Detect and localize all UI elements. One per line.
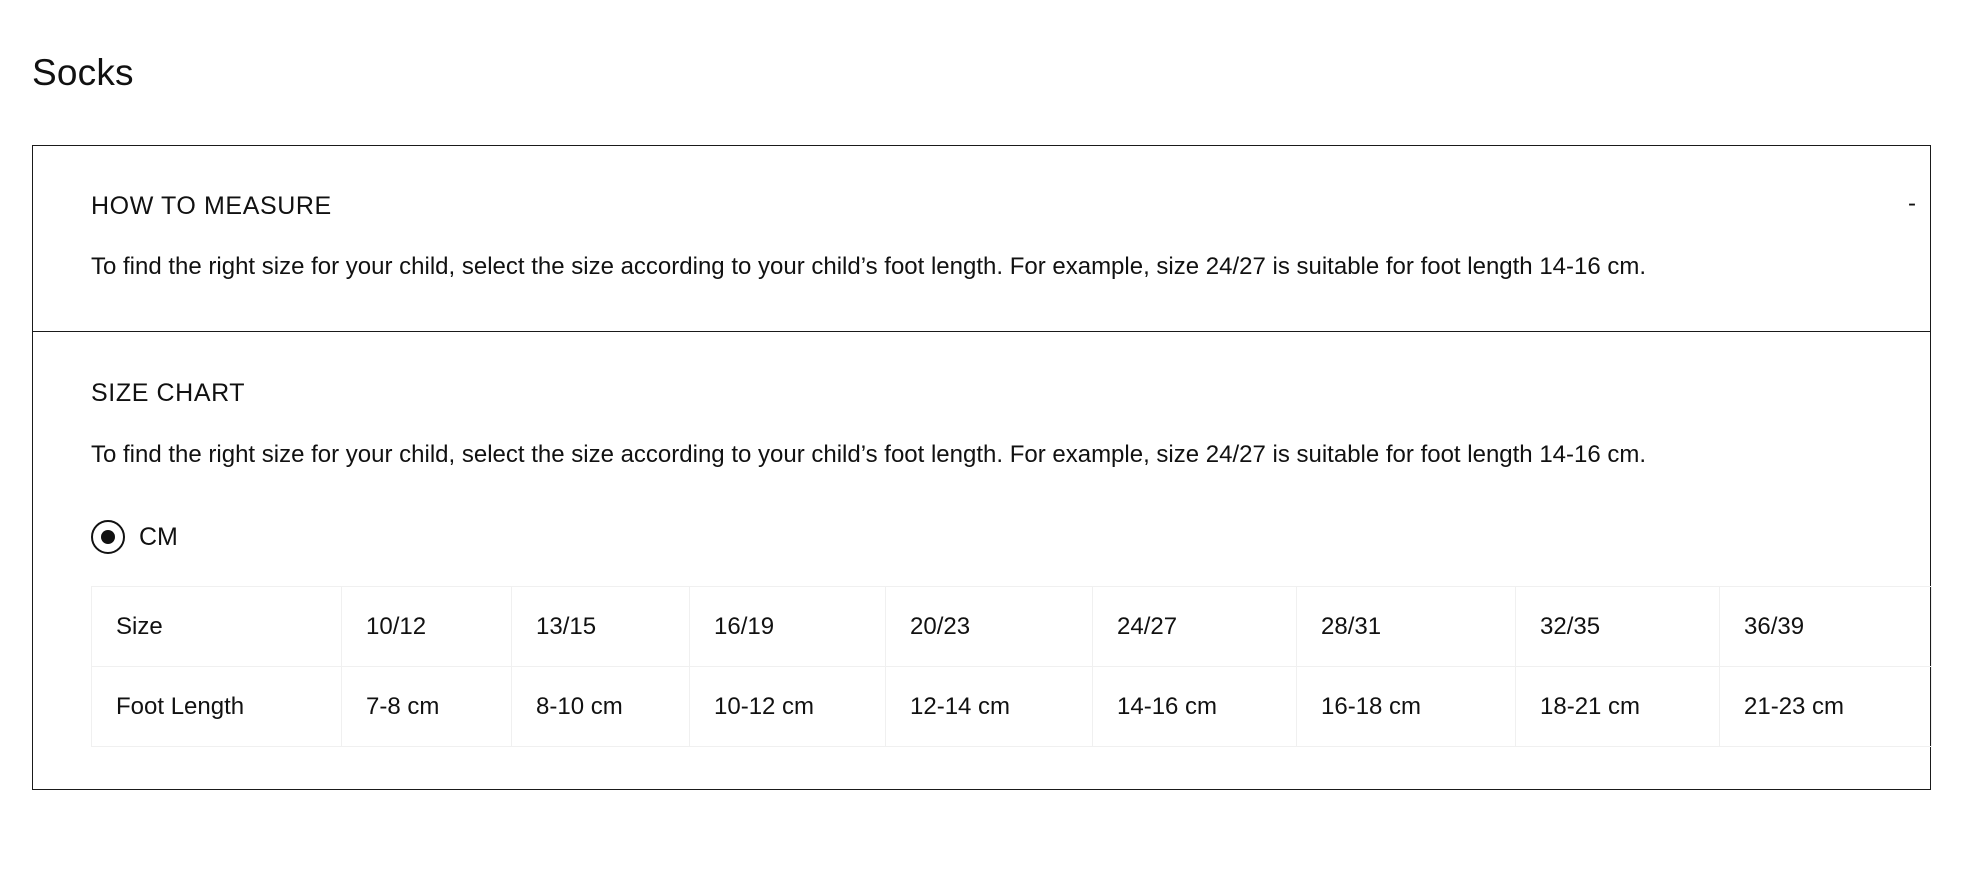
table-row-size (92, 587, 1932, 667)
table-cell: 12-14 cm (886, 667, 1093, 747)
collapse-toggle-button[interactable]: - (1908, 190, 1916, 217)
table-row-foot-length (92, 667, 1932, 747)
size-chart-section (33, 332, 1930, 791)
how-to-measure-section (33, 146, 1930, 332)
table-cell: 13/15 (512, 587, 690, 667)
table-cell: 16-18 cm (1297, 667, 1516, 747)
how-to-measure-text: To find the right size for your child, select the size according to your child’s foot length. For example, size 24/27 is suitable for foot length 14-16 cm. (91, 253, 1647, 280)
table-cell: 24/27 (1093, 587, 1297, 667)
table-cell: 18-21 cm (1516, 667, 1720, 747)
table-cell: 10-12 cm (690, 667, 886, 747)
row-label-size: Size (92, 587, 342, 667)
size-chart-text: To find the right size for your child, select the size according to your child’s foot length. For example, size 24/27 is suitable for foot length 14-16 cm. (91, 441, 1647, 468)
size-chart-table (91, 586, 1932, 747)
size-guide-panel (32, 145, 1931, 790)
table-cell: 16/19 (690, 587, 886, 667)
size-chart-title: SIZE CHART (91, 379, 246, 407)
table-cell: 14-16 cm (1093, 667, 1297, 747)
table-cell: 20/23 (886, 587, 1093, 667)
row-label-foot-length: Foot Length (92, 667, 342, 747)
how-to-measure-title: HOW TO MEASURE (91, 192, 332, 220)
table-cell: 32/35 (1516, 587, 1720, 667)
unit-radio-cm[interactable] (91, 520, 178, 554)
table-cell: 7-8 cm (342, 667, 512, 747)
table-cell: 8-10 cm (512, 667, 690, 747)
table-cell: 21-23 cm (1720, 667, 1932, 747)
unit-radio-label: CM (139, 522, 178, 551)
radio-selected-icon[interactable] (91, 520, 125, 554)
table-cell: 10/12 (342, 587, 512, 667)
table-cell: 28/31 (1297, 587, 1516, 667)
table-cell: 36/39 (1720, 587, 1932, 667)
page-title: Socks (32, 52, 134, 93)
radio-dot-icon (101, 530, 115, 544)
